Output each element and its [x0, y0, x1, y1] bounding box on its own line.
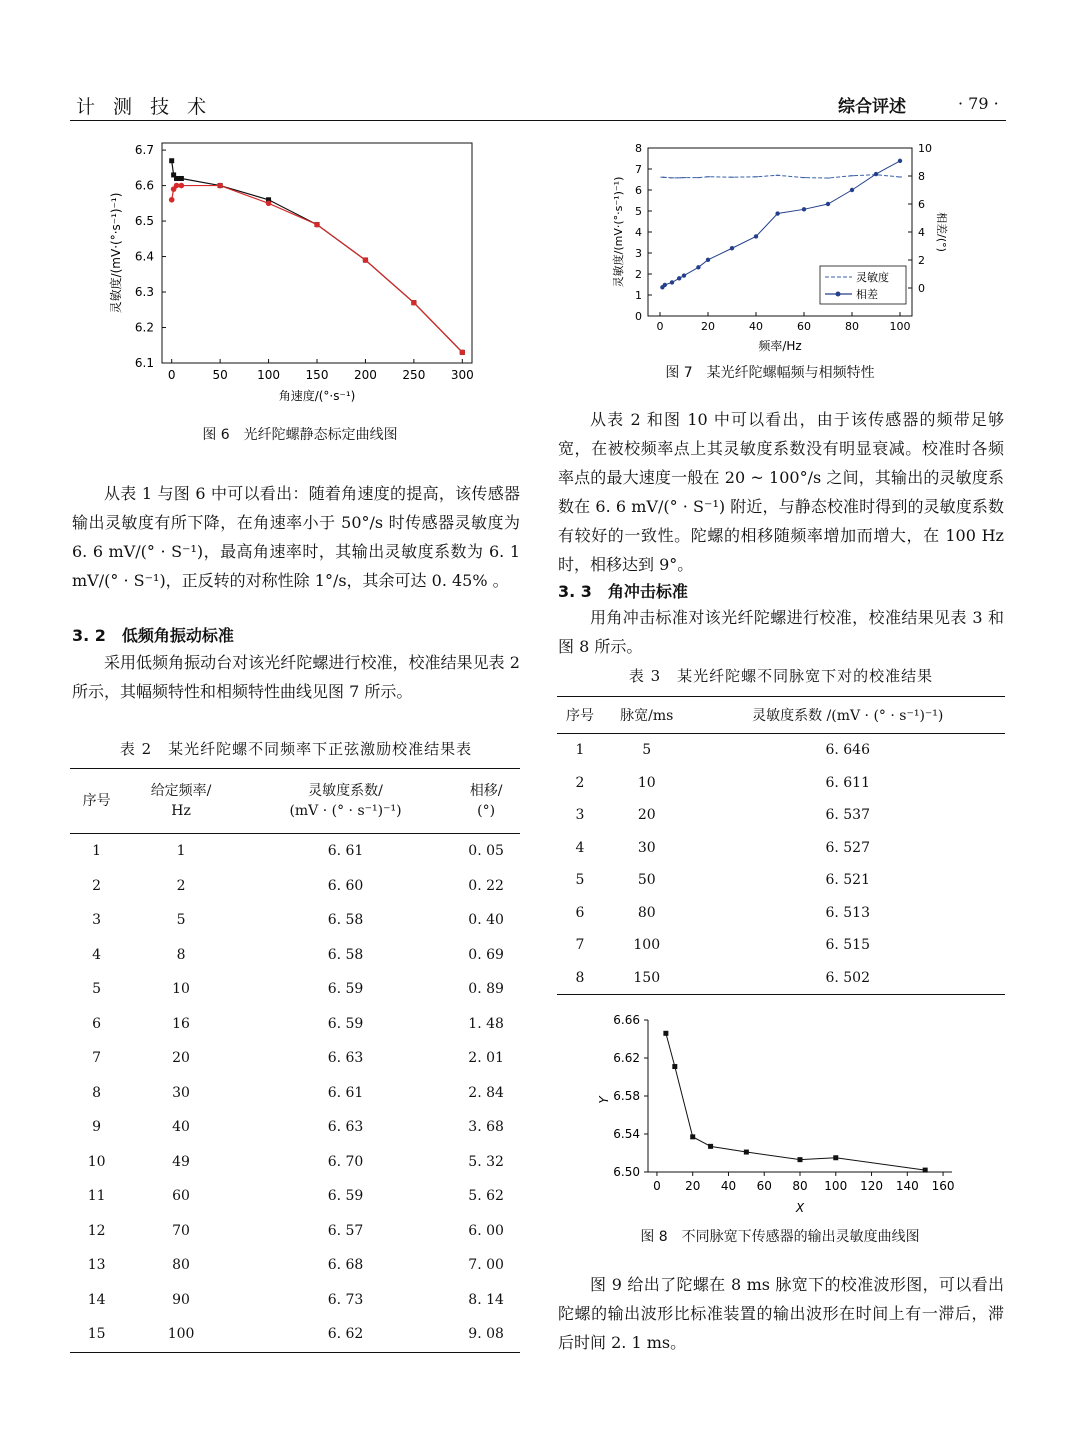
table-cell: 6. 527	[825, 839, 870, 856]
right-para-1: 从表 2 和图 10 中可以看出，由于该传感器的频带足够宽，在被校频率点上其灵敏度系数没有明显衰减。校准时各频率点的最大速度一般在 20 ~ 100°/s 之间，其输出的灵敏度系数在 6. 6 mV/(° · S⁻¹) 附近，与静态校准时得到的灵敏度系数有较好的一致性。陀螺的相移随频率增加而增大，在 100 Hz 时，相移达到 9°。	[558, 410, 1004, 574]
fig7-xtick-label: 80	[845, 320, 859, 333]
fig7-xtick-label: 100	[889, 320, 911, 333]
fig7-point	[670, 280, 674, 284]
fig8-xtick-label: 60	[756, 1179, 772, 1193]
fig8-ytick-label: 6.66	[613, 1013, 640, 1027]
table-cell: 6. 60	[327, 877, 364, 894]
fig6-point	[363, 257, 369, 263]
table-row	[70, 1317, 520, 1352]
fig7-point	[874, 172, 878, 176]
table-cell: 10	[637, 774, 656, 791]
fig7-xtick-label: 60	[797, 320, 811, 333]
fig6-caption: 图 6 光纤陀螺静态标定曲线图	[202, 427, 398, 443]
fig6-axes	[162, 143, 472, 363]
table-cell: 5. 62	[468, 1188, 504, 1205]
table3-header-2: 灵敏度系数 /(mV · (° · s⁻¹)⁻¹)	[690, 697, 1005, 734]
table-cell: 9. 08	[468, 1326, 504, 1343]
table-row	[557, 897, 1005, 930]
table-cell: 16	[172, 1015, 190, 1032]
table-row	[70, 1007, 520, 1042]
fig7-point	[850, 188, 854, 192]
table2-header-2	[239, 769, 452, 834]
fig6-xtick-label: 250	[402, 368, 426, 382]
table-cell: 6	[575, 904, 585, 921]
fig7-ytick-right-label: 0	[918, 282, 925, 295]
fig7-caption: 图 7 某光纤陀螺幅频与相频特性	[665, 365, 875, 381]
table-cell: 5	[575, 872, 585, 889]
table-cell: 4	[575, 839, 585, 856]
table-cell: 6. 521	[825, 872, 870, 889]
table-row	[557, 767, 1005, 800]
table-cell: 10	[87, 1153, 106, 1170]
fig6-point	[174, 176, 179, 181]
table-cell: 8	[92, 1084, 102, 1101]
fig6-point	[169, 197, 175, 203]
fig7-ytick-right-label: 4	[918, 226, 925, 239]
table-cell: 6. 646	[825, 742, 870, 759]
fig7-point	[682, 273, 686, 277]
table-cell: 0. 40	[468, 912, 504, 929]
fig8-caption: 图 8 不同脉宽下传感器的输出灵敏度曲线图	[640, 1229, 920, 1245]
table-cell: 20	[172, 1050, 190, 1067]
fig7-ylabel-right: 相差/(°)	[935, 212, 948, 252]
fig8-ytick-label: 6.58	[613, 1089, 640, 1103]
fig7-legend-marker-phase	[836, 292, 841, 297]
fig6-series	[169, 158, 465, 355]
table-cell: 6	[92, 1015, 102, 1032]
fig6-xtick-label: 50	[212, 368, 228, 382]
fig6-point	[266, 201, 272, 207]
table-cell: 4	[92, 946, 102, 963]
table-row	[70, 1145, 520, 1180]
table-cell: 49	[172, 1153, 190, 1170]
fig7-point	[696, 265, 700, 269]
fig6-xtick-label: 300	[450, 368, 474, 382]
section-3-3: 3. 3 角冲击标准	[558, 582, 688, 601]
table-cell: 6. 62	[327, 1326, 364, 1343]
fig7-ytick-left-label: 1	[635, 289, 642, 302]
table2-header-line: 序号	[82, 793, 111, 809]
table-cell: 14	[87, 1291, 106, 1308]
table-cell: 30	[637, 839, 656, 856]
left-para-1: 从表 1 与图 6 中可以看出：随着角速度的提高，该传感器输出灵敏度有所下降，在角速率小于 50°/s 时传感器灵敏度为 6. 6 mV/(° · S⁻¹)，最高角速率时，其输出灵敏度系数为 6. 1 mV/(° · S⁻¹)，正反转的对称性除 1°/s，其余可达 0. 45% 。	[72, 484, 520, 590]
table-row	[70, 1179, 520, 1214]
fig6-ytick-label: 6.4	[134, 249, 154, 264]
table-cell: 6. 73	[327, 1291, 364, 1308]
fig6-ytick-label: 6.3	[134, 285, 154, 300]
table-cell: 20	[637, 807, 656, 824]
fig6-frame	[162, 143, 472, 363]
table2-header-line: 相移/	[469, 783, 503, 799]
fig6-ylabel: 灵敏度/(mV·(°·s⁻¹)⁻¹)	[109, 192, 123, 314]
fig8-xtick-label: 80	[792, 1179, 808, 1193]
table-cell: 1. 48	[468, 1015, 504, 1032]
fig8-point	[744, 1150, 749, 1155]
table-cell: 6. 61	[327, 843, 364, 860]
table2-header-line: 灵敏度系数/	[308, 783, 383, 799]
fig6-point	[411, 300, 417, 306]
table-cell: 0. 89	[468, 981, 504, 998]
journal-name: 计 测 技 术	[76, 96, 213, 118]
table-cell: 6. 70	[327, 1153, 364, 1170]
fig7-ytick-left-label: 8	[635, 142, 642, 155]
table-cell: 2	[92, 877, 102, 894]
table-cell: 6. 515	[825, 937, 870, 954]
table-cell: 5	[92, 981, 102, 998]
table-cell: 5	[176, 912, 186, 929]
fig7-point	[775, 211, 779, 215]
fig6-point	[314, 222, 320, 228]
fig7-point	[898, 159, 902, 163]
fig8-xtick-label: 160	[931, 1179, 955, 1193]
fig6-point	[174, 183, 180, 189]
table-cell: 150	[633, 969, 661, 986]
fig6-series-line	[172, 161, 463, 353]
table-row	[70, 1076, 520, 1111]
fig8-ticks	[613, 1013, 954, 1193]
fig7-xtick-label: 40	[749, 320, 763, 333]
fig8-xtick-label: 140	[895, 1179, 919, 1193]
table-row	[557, 929, 1005, 962]
table2-header-line: Hz	[171, 803, 191, 819]
table-row	[70, 1283, 520, 1318]
fig8-point	[798, 1157, 803, 1162]
table-row	[557, 864, 1005, 897]
fig6-xlabel: 角速度/(°·s⁻¹)	[278, 389, 356, 403]
fig7-point	[730, 246, 734, 250]
table-cell: 6. 00	[468, 1222, 504, 1239]
fig7-point	[663, 283, 667, 287]
table-cell: 0. 22	[468, 877, 504, 894]
fig8-ytick-label: 6.50	[613, 1165, 640, 1179]
table2-caption: 表 2 某光纤陀螺不同频率下正弦激励校准结果表	[119, 740, 473, 758]
table-cell: 1	[575, 742, 585, 759]
section-title: 综合评述	[838, 97, 906, 117]
table-cell: 3	[575, 807, 585, 824]
fig7-point	[826, 202, 830, 206]
fig6-ytick-label: 6.7	[134, 143, 154, 158]
table-cell: 60	[172, 1188, 190, 1205]
fig7-point	[706, 258, 710, 262]
table3	[557, 696, 1005, 995]
fig7-ytick-left-label: 6	[635, 184, 642, 197]
table-cell: 8	[176, 946, 186, 963]
fig7-xtick-label: 0	[656, 320, 664, 333]
right-para-2: 用角冲击标准对该光纤陀螺进行校准，校准结果见表 3 和图 8 所示。	[558, 608, 1004, 656]
fig7-legend-sens: 灵敏度	[856, 271, 889, 284]
table-cell: 6. 59	[327, 981, 364, 998]
fig7-ytick-right-label: 2	[918, 254, 925, 267]
fig7-ytick-right-label: 8	[918, 170, 925, 183]
table-row	[70, 1248, 520, 1283]
table-cell: 9	[92, 1119, 102, 1136]
fig6-ytick-label: 6.2	[134, 320, 154, 335]
table3-caption: 表 3 某光纤陀螺不同脉宽下对的校准结果	[628, 667, 934, 685]
table3-header-0: 序号	[557, 697, 603, 734]
fig7-ytick-left-label: 2	[635, 268, 642, 281]
fig6-xtick-label: 150	[305, 368, 329, 382]
fig7-point	[802, 207, 806, 211]
fig6-ytick-label: 6.1	[134, 356, 154, 370]
table2-header-0	[70, 769, 123, 834]
table-cell: 0. 05	[468, 843, 504, 860]
table-row	[557, 734, 1005, 767]
fig7-ytick-left-label: 7	[635, 163, 642, 176]
fig8-ylabel: Y	[597, 1096, 611, 1104]
table-row	[70, 938, 520, 973]
table2	[70, 768, 520, 1353]
table-cell: 6. 63	[327, 1050, 364, 1067]
table2-header-line: (mV · (° · s⁻¹)⁻¹)	[289, 803, 402, 819]
table-cell: 80	[172, 1257, 190, 1274]
fig7-ytick-right-label: 10	[918, 142, 932, 155]
fig8-xlabel: X	[795, 1201, 805, 1215]
table-row	[70, 1041, 520, 1076]
fig8-chart	[590, 1012, 970, 1222]
table-row	[70, 903, 520, 938]
fig8-xtick-label: 40	[720, 1179, 737, 1193]
fig8-ytick-label: 6.54	[613, 1127, 640, 1141]
fig7-ytick-left-label: 5	[635, 205, 642, 218]
table-cell: 100	[633, 937, 661, 954]
table-cell: 6. 59	[327, 1188, 364, 1205]
fig8-series	[663, 1031, 927, 1173]
header-rule	[70, 120, 1006, 121]
table-cell: 11	[87, 1188, 106, 1205]
table-row	[70, 1110, 520, 1145]
table-cell: 2. 84	[468, 1084, 504, 1101]
fig7-point	[677, 276, 681, 280]
table-row	[557, 962, 1005, 995]
fig6-xtick-label: 100	[257, 368, 281, 382]
table-cell: 6. 61	[327, 1084, 364, 1101]
table-cell: 80	[637, 904, 656, 921]
table-cell: 5	[642, 742, 652, 759]
fig8-xtick-label: 20	[685, 1179, 701, 1193]
fig7-legend-phase: 相差	[856, 288, 878, 301]
fig6-chart	[100, 138, 500, 414]
page-number: · 79 ·	[958, 94, 999, 113]
fig6-point	[460, 350, 466, 356]
fig8-point	[663, 1031, 668, 1036]
table-cell: 1	[92, 843, 102, 860]
fig6-xtick-label: 200	[353, 368, 377, 382]
table-cell: 5. 32	[468, 1153, 504, 1170]
table-cell: 8	[575, 969, 585, 986]
fig8-xtick-label: 0	[653, 1179, 661, 1193]
table-cell: 12	[87, 1222, 106, 1239]
table-cell: 1	[176, 843, 186, 860]
fig6-series-line	[172, 186, 463, 353]
table-cell: 8. 14	[468, 1291, 504, 1308]
table-cell: 40	[172, 1119, 190, 1136]
right-para-3: 图 9 给出了陀螺在 8 ms 脉宽下的校准波形图，可以看出陀螺的输出波形比标准装置的输出波形在时间上有一滞后，滞后时间 2. 1 ms。	[558, 1275, 1004, 1352]
fig7-ytick-left-label: 4	[635, 226, 642, 239]
table-row	[70, 972, 520, 1007]
table-cell: 2	[575, 774, 585, 791]
table-cell: 6. 58	[327, 912, 364, 929]
fig7-xtick-label: 20	[701, 320, 715, 333]
fig7-xlabel: 频率/Hz	[758, 339, 802, 353]
fig7-ytick-left-label: 0	[635, 310, 642, 323]
table-cell: 6. 68	[327, 1257, 364, 1274]
table-cell: 3. 68	[468, 1119, 504, 1136]
fig8-point	[672, 1064, 677, 1069]
fig7-legend	[820, 266, 906, 304]
fig8-point	[708, 1144, 713, 1149]
fig7-point	[754, 234, 758, 238]
table-cell: 6. 537	[825, 807, 870, 824]
table-cell: 15	[87, 1326, 106, 1343]
table-cell: 6. 63	[327, 1119, 364, 1136]
table-cell: 90	[172, 1291, 190, 1308]
fig8-xtick-label: 100	[824, 1179, 848, 1193]
table2-header-3	[452, 769, 520, 834]
table-cell: 13	[87, 1257, 106, 1274]
fig6-xtick-label: 0	[167, 368, 176, 382]
fig7-ytick-right-label: 6	[918, 198, 925, 211]
table2-header-line: (°)	[477, 803, 496, 819]
table-cell: 30	[172, 1084, 190, 1101]
table3-header-1: 脉宽/ms	[603, 697, 690, 734]
fig7-chart	[600, 138, 950, 356]
fig6-point	[217, 183, 223, 189]
table-row	[70, 869, 520, 904]
table-cell: 2	[176, 877, 186, 894]
fig6-ytick-label: 6.6	[134, 178, 154, 193]
table-cell: 6. 59	[327, 1015, 364, 1032]
table-cell: 100	[167, 1326, 195, 1343]
table-cell: 7	[92, 1050, 102, 1067]
section-3-2: 3. 2 低频角振动标准	[72, 626, 234, 645]
fig8-point	[690, 1134, 695, 1139]
left-para-2: 采用低频角振动台对该光纤陀螺进行校准，校准结果见表 2 所示，其幅频特性和相频特性曲线见图 7 所示。	[72, 653, 520, 701]
table-cell: 2. 01	[468, 1050, 504, 1067]
table-cell: 6. 611	[825, 774, 870, 791]
table-cell: 7	[575, 937, 585, 954]
table-row	[70, 1214, 520, 1249]
table-cell: 70	[172, 1222, 190, 1239]
table-cell: 10	[172, 981, 190, 998]
table-row	[557, 799, 1005, 832]
fig8-point	[833, 1155, 838, 1160]
table-cell: 6. 58	[327, 946, 364, 963]
fig8-series-line	[666, 1033, 925, 1170]
table-cell: 6. 513	[825, 904, 870, 921]
fig6-point	[179, 183, 185, 189]
table-cell: 6. 502	[825, 969, 870, 986]
fig8-xtick-label: 120	[860, 1179, 883, 1193]
fig7-ylabel-left: 灵敏度/(mV·(°·s⁻¹)⁻¹)	[612, 176, 625, 288]
fig6-ytick-label: 6.5	[134, 214, 154, 229]
fig6-point	[169, 158, 174, 163]
fig6-point	[179, 176, 184, 181]
table-cell: 7. 00	[468, 1257, 504, 1274]
table-row	[557, 832, 1005, 865]
table-cell: 6. 57	[327, 1222, 364, 1239]
table-cell: 0. 69	[468, 946, 504, 963]
table-cell: 3	[92, 912, 102, 929]
table-row	[70, 834, 520, 869]
table2-header-line: 给定频率/	[150, 783, 212, 799]
fig8-ytick-label: 6.62	[613, 1051, 640, 1065]
fig8-point	[923, 1168, 928, 1173]
fig7-ytick-left-label: 3	[635, 247, 642, 260]
table2-header-1	[123, 769, 239, 834]
table-cell: 50	[637, 872, 656, 889]
